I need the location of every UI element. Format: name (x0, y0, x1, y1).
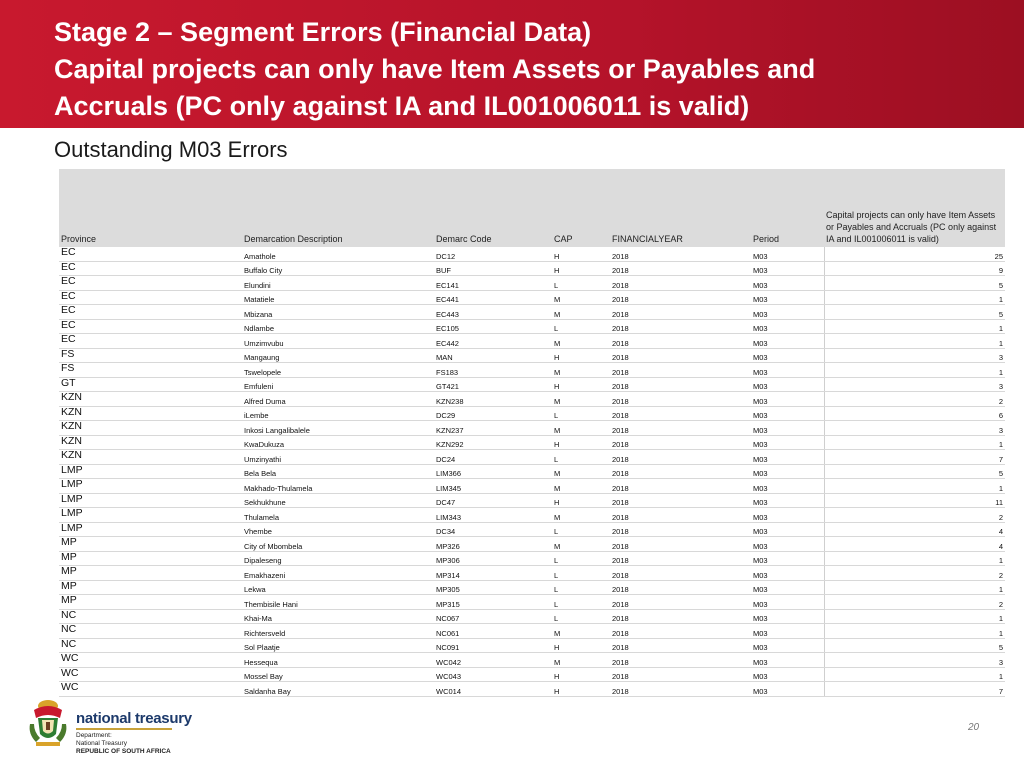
cell-province: NC (59, 638, 242, 653)
cell-period: M03 (751, 392, 824, 407)
cell-financial-year: 2018 (610, 566, 751, 581)
table-row (59, 522, 1005, 537)
cell-cap: M (552, 334, 610, 349)
cell-period: M03 (751, 406, 824, 421)
cell-province: KZN (59, 421, 242, 436)
cell-error-count: 11 (824, 493, 1005, 508)
cell-cap: H (552, 247, 610, 261)
cell-error-count: 6 (824, 406, 1005, 421)
cell-cap: L (552, 595, 610, 610)
table-row (59, 334, 1005, 349)
cell-province: EC (59, 290, 242, 305)
cell-demarc-code: KZN292 (434, 435, 552, 450)
table-row (59, 566, 1005, 581)
cell-demarcation-description: Mangaung (242, 348, 434, 363)
cell-financial-year: 2018 (610, 682, 751, 697)
cell-province: LMP (59, 493, 242, 508)
slide-subtitle: Outstanding M03 Errors (54, 137, 288, 162)
cell-error-count: 3 (824, 348, 1005, 363)
cell-cap: L (552, 522, 610, 537)
cell-demarc-code: KZN238 (434, 392, 552, 407)
table-row (59, 537, 1005, 552)
cell-error-count: 2 (824, 566, 1005, 581)
cell-demarcation-description: KwaDukuza (242, 435, 434, 450)
logo-country: REPUBLIC OF SOUTH AFRICA (76, 748, 171, 755)
table-row (59, 551, 1005, 566)
table-row (59, 624, 1005, 639)
cell-demarc-code: MP306 (434, 551, 552, 566)
logo-department-name: National Treasury (76, 740, 127, 747)
cell-error-count: 3 (824, 653, 1005, 668)
cell-province: KZN (59, 406, 242, 421)
cell-demarcation-description: Bela Bela (242, 464, 434, 479)
cell-demarcation-description: Alfred Duma (242, 392, 434, 407)
cell-demarc-code: DC29 (434, 406, 552, 421)
table-row (59, 290, 1005, 305)
cell-error-count: 2 (824, 508, 1005, 523)
cell-demarc-code: EC442 (434, 334, 552, 349)
cell-demarcation-description: Makhado-Thulamela (242, 479, 434, 494)
cell-financial-year: 2018 (610, 493, 751, 508)
cell-error-count: 3 (824, 377, 1005, 392)
cell-cap: M (552, 653, 610, 668)
table-row (59, 392, 1005, 407)
col-header-period: Period (751, 169, 824, 247)
cell-error-count: 1 (824, 580, 1005, 595)
cell-error-count: 2 (824, 392, 1005, 407)
national-treasury-logo (76, 710, 192, 756)
cell-demarc-code: WC042 (434, 653, 552, 668)
cell-period: M03 (751, 290, 824, 305)
cell-demarc-code: KZN237 (434, 421, 552, 436)
cell-error-count: 5 (824, 276, 1005, 291)
cell-demarc-code: MP305 (434, 580, 552, 595)
cell-province: EC (59, 319, 242, 334)
logo-divider (76, 728, 172, 730)
cell-error-count: 1 (824, 319, 1005, 334)
cell-period: M03 (751, 319, 824, 334)
cell-demarcation-description: City of Mbombela (242, 537, 434, 552)
cell-demarcation-description: Tswelopele (242, 363, 434, 378)
table-row (59, 276, 1005, 291)
cell-province: WC (59, 682, 242, 697)
cell-error-count: 5 (824, 305, 1005, 320)
cell-financial-year: 2018 (610, 348, 751, 363)
cell-cap: H (552, 348, 610, 363)
cell-cap: L (552, 566, 610, 581)
cell-province: FS (59, 363, 242, 378)
cell-demarc-code: DC12 (434, 247, 552, 261)
cell-demarcation-description: Umzinyathi (242, 450, 434, 465)
cell-financial-year: 2018 (610, 435, 751, 450)
cell-province: KZN (59, 392, 242, 407)
table-row (59, 638, 1005, 653)
cell-demarcation-description: Inkosi Langalibalele (242, 421, 434, 436)
cell-demarc-code: EC105 (434, 319, 552, 334)
cell-error-count: 7 (824, 682, 1005, 697)
cell-demarcation-description: Elundini (242, 276, 434, 291)
cell-province: EC (59, 334, 242, 349)
cell-error-count: 1 (824, 479, 1005, 494)
cell-error-count: 1 (824, 609, 1005, 624)
cell-demarcation-description: Ndlambe (242, 319, 434, 334)
cell-period: M03 (751, 595, 824, 610)
cell-error-count: 1 (824, 667, 1005, 682)
table-row (59, 377, 1005, 392)
cell-financial-year: 2018 (610, 334, 751, 349)
cell-period: M03 (751, 464, 824, 479)
table-row (59, 479, 1005, 494)
cell-demarcation-description: Mossel Bay (242, 667, 434, 682)
table-row (59, 595, 1005, 610)
cell-province: MP (59, 551, 242, 566)
cell-period: M03 (751, 537, 824, 552)
cell-period: M03 (751, 580, 824, 595)
cell-period: M03 (751, 682, 824, 697)
cell-cap: M (552, 479, 610, 494)
cell-cap: H (552, 435, 610, 450)
table-row (59, 464, 1005, 479)
table-row (59, 450, 1005, 465)
cell-financial-year: 2018 (610, 638, 751, 653)
cell-financial-year: 2018 (610, 464, 751, 479)
cell-province: LMP (59, 522, 242, 537)
cell-demarc-code: LIM343 (434, 508, 552, 523)
table-row (59, 493, 1005, 508)
cell-financial-year: 2018 (610, 421, 751, 436)
errors-table-container (59, 169, 1005, 697)
cell-financial-year: 2018 (610, 290, 751, 305)
cell-financial-year: 2018 (610, 276, 751, 291)
cell-demarcation-description: Saldanha Bay (242, 682, 434, 697)
cell-financial-year: 2018 (610, 595, 751, 610)
table-row (59, 667, 1005, 682)
cell-province: EC (59, 305, 242, 320)
cell-cap: H (552, 682, 610, 697)
cell-financial-year: 2018 (610, 406, 751, 421)
cell-demarcation-description: Vhembe (242, 522, 434, 537)
cell-cap: L (552, 406, 610, 421)
cell-cap: H (552, 261, 610, 276)
cell-demarc-code: WC043 (434, 667, 552, 682)
cell-demarc-code: MP326 (434, 537, 552, 552)
cell-period: M03 (751, 624, 824, 639)
cell-demarc-code: LIM366 (434, 464, 552, 479)
coat-of-arms-icon (26, 698, 70, 753)
cell-financial-year: 2018 (610, 653, 751, 668)
slide-title (54, 14, 1014, 125)
cell-demarcation-description: Buffalo City (242, 261, 434, 276)
cell-financial-year: 2018 (610, 377, 751, 392)
cell-error-count: 5 (824, 464, 1005, 479)
cell-period: M03 (751, 363, 824, 378)
cell-demarc-code: LIM345 (434, 479, 552, 494)
cell-demarc-code: WC014 (434, 682, 552, 697)
cell-demarc-code: MP315 (434, 595, 552, 610)
cell-period: M03 (751, 566, 824, 581)
table-row (59, 653, 1005, 668)
cell-demarcation-description: iLembe (242, 406, 434, 421)
title-line-1: Stage 2 – Segment Errors (Financial Data) (54, 17, 592, 47)
cell-financial-year: 2018 (610, 580, 751, 595)
col-header-financial-year: FINANCIALYEAR (610, 169, 751, 247)
cell-error-count: 1 (824, 290, 1005, 305)
cell-demarcation-description: Hessequa (242, 653, 434, 668)
cell-cap: M (552, 290, 610, 305)
cell-demarc-code: NC067 (434, 609, 552, 624)
cell-province: GT (59, 377, 242, 392)
cell-period: M03 (751, 522, 824, 537)
cell-period: M03 (751, 276, 824, 291)
cell-province: KZN (59, 435, 242, 450)
table-row (59, 508, 1005, 523)
cell-error-count: 1 (824, 551, 1005, 566)
cell-cap: M (552, 392, 610, 407)
cell-demarcation-description: Umzimvubu (242, 334, 434, 349)
cell-cap: H (552, 377, 610, 392)
table-row (59, 261, 1005, 276)
cell-province: EC (59, 261, 242, 276)
cell-period: M03 (751, 421, 824, 436)
cell-period: M03 (751, 261, 824, 276)
logo-department-label: Department: (76, 732, 112, 739)
cell-financial-year: 2018 (610, 363, 751, 378)
cell-cap: M (552, 624, 610, 639)
cell-demarc-code: EC441 (434, 290, 552, 305)
cell-demarc-code: DC24 (434, 450, 552, 465)
table-row (59, 319, 1005, 334)
col-header-demarcation-description: Demarcation Description (242, 169, 434, 247)
cell-province: LMP (59, 479, 242, 494)
cell-financial-year: 2018 (610, 609, 751, 624)
table-header-row (59, 169, 1005, 247)
cell-period: M03 (751, 479, 824, 494)
cell-province: EC (59, 247, 242, 261)
table-body (59, 247, 1005, 696)
logo-name: national treasury (76, 710, 192, 727)
cell-demarc-code: GT421 (434, 377, 552, 392)
cell-error-count: 1 (824, 334, 1005, 349)
title-line-3: Accruals (PC only against IA and IL001006011 is valid) (54, 91, 750, 121)
cell-cap: L (552, 609, 610, 624)
cell-cap: L (552, 319, 610, 334)
cell-financial-year: 2018 (610, 305, 751, 320)
cell-demarcation-description: Sekhukhune (242, 493, 434, 508)
cell-period: M03 (751, 609, 824, 624)
cell-demarcation-description: Amathole (242, 247, 434, 261)
cell-error-count: 25 (824, 247, 1005, 261)
table-row (59, 435, 1005, 450)
cell-demarcation-description: Matatiele (242, 290, 434, 305)
cell-cap: L (552, 580, 610, 595)
cell-financial-year: 2018 (610, 667, 751, 682)
cell-demarc-code: FS183 (434, 363, 552, 378)
cell-cap: M (552, 508, 610, 523)
cell-demarc-code: NC091 (434, 638, 552, 653)
cell-period: M03 (751, 493, 824, 508)
cell-province: NC (59, 609, 242, 624)
cell-demarc-code: EC141 (434, 276, 552, 291)
cell-period: M03 (751, 551, 824, 566)
cell-cap: M (552, 464, 610, 479)
cell-cap: L (552, 276, 610, 291)
cell-cap: M (552, 537, 610, 552)
cell-period: M03 (751, 377, 824, 392)
cell-province: WC (59, 653, 242, 668)
cell-financial-year: 2018 (610, 624, 751, 639)
cell-demarc-code: EC443 (434, 305, 552, 320)
cell-financial-year: 2018 (610, 551, 751, 566)
cell-province: KZN (59, 450, 242, 465)
cell-financial-year: 2018 (610, 479, 751, 494)
cell-error-count: 1 (824, 624, 1005, 639)
cell-cap: L (552, 551, 610, 566)
cell-demarc-code: DC34 (434, 522, 552, 537)
cell-period: M03 (751, 653, 824, 668)
cell-financial-year: 2018 (610, 392, 751, 407)
cell-financial-year: 2018 (610, 450, 751, 465)
cell-error-count: 4 (824, 537, 1005, 552)
cell-cap: M (552, 421, 610, 436)
cell-error-count: 4 (824, 522, 1005, 537)
cell-financial-year: 2018 (610, 247, 751, 261)
page-number: 20 (968, 722, 980, 733)
table-row (59, 348, 1005, 363)
cell-province: MP (59, 537, 242, 552)
cell-province: MP (59, 595, 242, 610)
cell-demarc-code: MP314 (434, 566, 552, 581)
table-row (59, 421, 1005, 436)
table-row (59, 406, 1005, 421)
cell-cap: H (552, 493, 610, 508)
cell-error-count: 3 (824, 421, 1005, 436)
cell-cap: H (552, 638, 610, 653)
cell-cap: H (552, 667, 610, 682)
cell-period: M03 (751, 334, 824, 349)
cell-error-count: 5 (824, 638, 1005, 653)
title-banner (0, 0, 1024, 128)
cell-error-count: 1 (824, 435, 1005, 450)
cell-demarcation-description: Emakhazeni (242, 566, 434, 581)
cell-financial-year: 2018 (610, 508, 751, 523)
cell-province: WC (59, 667, 242, 682)
cell-demarc-code: NC061 (434, 624, 552, 639)
table-row (59, 682, 1005, 697)
cell-period: M03 (751, 450, 824, 465)
col-header-error-count: Capital projects can only have Item Assets or Payables and Accruals (PC only against IA and IL001006011 is valid) (824, 169, 1005, 247)
cell-demarcation-description: Khai-Ma (242, 609, 434, 624)
cell-demarcation-description: Thembisile Hani (242, 595, 434, 610)
cell-financial-year: 2018 (610, 319, 751, 334)
cell-period: M03 (751, 508, 824, 523)
table-row (59, 580, 1005, 595)
col-header-demarc-code: Demarc Code (434, 169, 552, 247)
cell-demarcation-description: Emfuleni (242, 377, 434, 392)
cell-error-count: 1 (824, 363, 1005, 378)
cell-error-count: 2 (824, 595, 1005, 610)
table-row (59, 247, 1005, 261)
col-header-province: Province (59, 169, 242, 247)
cell-demarcation-description: Richtersveld (242, 624, 434, 639)
table-row (59, 305, 1005, 320)
cell-cap: L (552, 450, 610, 465)
cell-province: LMP (59, 464, 242, 479)
cell-financial-year: 2018 (610, 522, 751, 537)
cell-demarc-code: BUF (434, 261, 552, 276)
cell-error-count: 9 (824, 261, 1005, 276)
col-header-cap: CAP (552, 169, 610, 247)
cell-financial-year: 2018 (610, 261, 751, 276)
cell-period: M03 (751, 247, 824, 261)
cell-demarcation-description: Lekwa (242, 580, 434, 595)
cell-demarcation-description: Dipaleseng (242, 551, 434, 566)
cell-financial-year: 2018 (610, 537, 751, 552)
cell-province: LMP (59, 508, 242, 523)
cell-demarc-code: DC47 (434, 493, 552, 508)
table-row (59, 363, 1005, 378)
cell-period: M03 (751, 667, 824, 682)
cell-error-count: 7 (824, 450, 1005, 465)
cell-demarcation-description: Mbizana (242, 305, 434, 320)
cell-cap: M (552, 363, 610, 378)
cell-cap: M (552, 305, 610, 320)
cell-province: EC (59, 276, 242, 291)
cell-province: NC (59, 624, 242, 639)
cell-demarc-code: MAN (434, 348, 552, 363)
cell-demarcation-description: Sol Plaatje (242, 638, 434, 653)
cell-province: FS (59, 348, 242, 363)
errors-table (59, 169, 1005, 697)
cell-period: M03 (751, 638, 824, 653)
title-line-2: Capital projects can only have Item Assets or Payables and (54, 54, 816, 84)
cell-province: MP (59, 566, 242, 581)
cell-province: MP (59, 580, 242, 595)
cell-period: M03 (751, 435, 824, 450)
table-row (59, 609, 1005, 624)
cell-demarcation-description: Thulamela (242, 508, 434, 523)
cell-period: M03 (751, 348, 824, 363)
cell-period: M03 (751, 305, 824, 320)
